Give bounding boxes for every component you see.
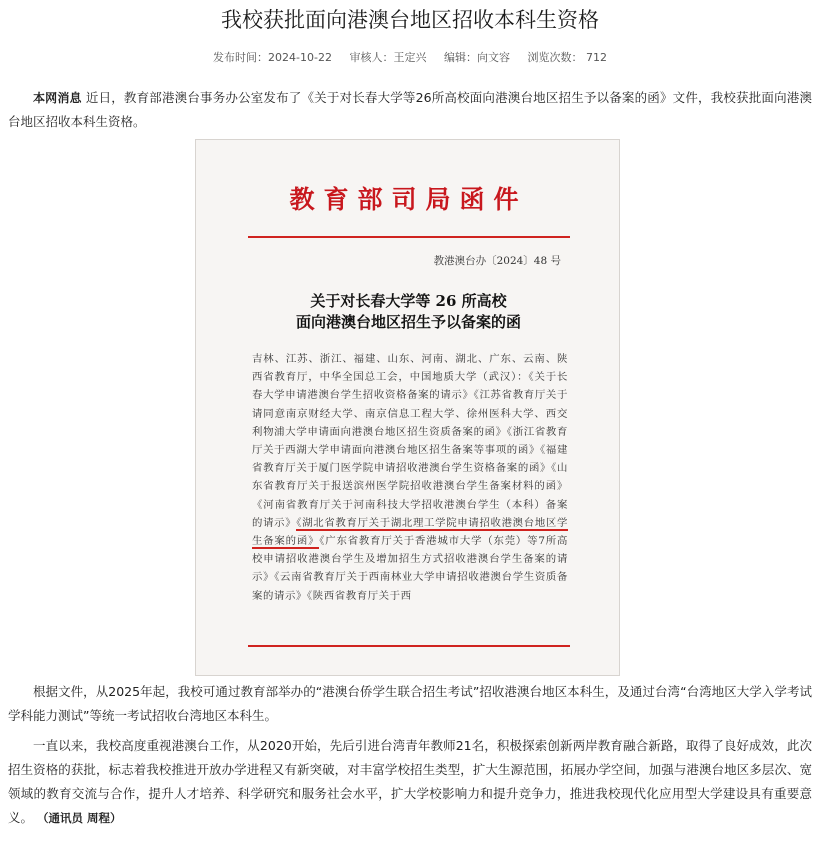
- document-image: [195, 139, 620, 676]
- article-meta: [0, 50, 820, 66]
- document-body-before: 吉林、江苏、浙江、福建、山东、河南、湖北、广东、云南、陕西省教育厅，中华全国总工会，中国地质大学（武汉）：《关于长春大学申请港澳台学生招收资格备案的请示》《江苏省教育厅关于请同意南京财经大学、南京信息工程大学、徐州医科大学、西交利物浦大学申请面向港澳台地区招生资质备案的函》《浙江省教育厅关于西湖大学申请面向港澳台地区招生备案等事项的函》《福建省教育厅关于厦门医学院申请招收港澳台学生资格备案的函》《山东省教育厅关于报送滨州医学院招收港澳台学生备案材料的函》《河南省教育厅关于河南科技大学招收港澳台学生（本科）备案的请示》: [252, 353, 568, 529]
- document-letterhead: 教育部司局函件: [289, 185, 528, 214]
- document-number: 教港澳台办〔2024〕48 号: [433, 255, 561, 267]
- reviewer: 审核人：王定兴: [349, 51, 427, 64]
- article-paragraph-3: [8, 734, 812, 830]
- document-body-highlight: 《湖北省教育厅关于湖北理工学院申请招收港澳台地区学生备案的函》: [252, 516, 568, 548]
- document-footer-rule: [248, 645, 570, 647]
- document-title-line-2: 面向港澳台地区招生予以备案的函: [295, 313, 521, 331]
- article-paragraph-1: [8, 86, 812, 134]
- article-paragraph-2: 根据文件，从2025年起，我校可通过教育部举办的“港澳台侨学生联合招生考试”招收港澳台地区本科生，及通过台湾“台湾地区大学入学考试学科能力测试”等统一考试招收台湾地区本科生。: [8, 684, 812, 723]
- publish-time: 发布时间：2024-10-22: [213, 51, 332, 64]
- author-credit: （通讯员 周程）: [37, 811, 122, 825]
- document-title-line-1: 关于对长春大学等 26 所高校: [310, 292, 507, 310]
- lead-tag: 本网消息: [33, 91, 82, 105]
- article-title: 我校获批面向港澳台地区招收本科生资格: [221, 8, 599, 32]
- paragraph-1-text: 近日，教育部港澳台事务办公室发布了《关于对长春大学等26所高校面向港澳台地区招生予以备案的函》文件，我校获批面向港澳台地区招收本科生资格。: [8, 90, 812, 129]
- paragraph-3-text: 一直以来，我校高度重视港澳台工作，从2020开始，先后引进台湾青年教师21名，积极探索创新两岸教育融合新路，取得了良好成效，此次招生资格的获批，标志着我校推进开放办学进程又有新突破，对丰富学校招生类型，扩大生源范围，拓展办学空间，加强与港澳台地区多层次、宽领域的教育交流与合作，提升人才培养、科学研究和服务社会水平，扩大学校影响力和提升竞争力，推进我校现代化应用型大学建设具有重要意义。: [8, 738, 812, 825]
- document-body-after: 《广东省教育厅关于香港城市大学（东莞）等7所高校申请招收港澳台学生及增加招生方式招收港澳台学生备案的请示》《云南省教育厅关于西南林业大学申请招收港澳台学生资质备案的请示》《陕西省教育厅关于西: [252, 535, 568, 602]
- document-body: [252, 350, 568, 605]
- editor: 编辑：向文容: [443, 51, 510, 64]
- document-header-rule: [248, 236, 570, 238]
- view-count: 浏览次数： 712: [527, 51, 607, 64]
